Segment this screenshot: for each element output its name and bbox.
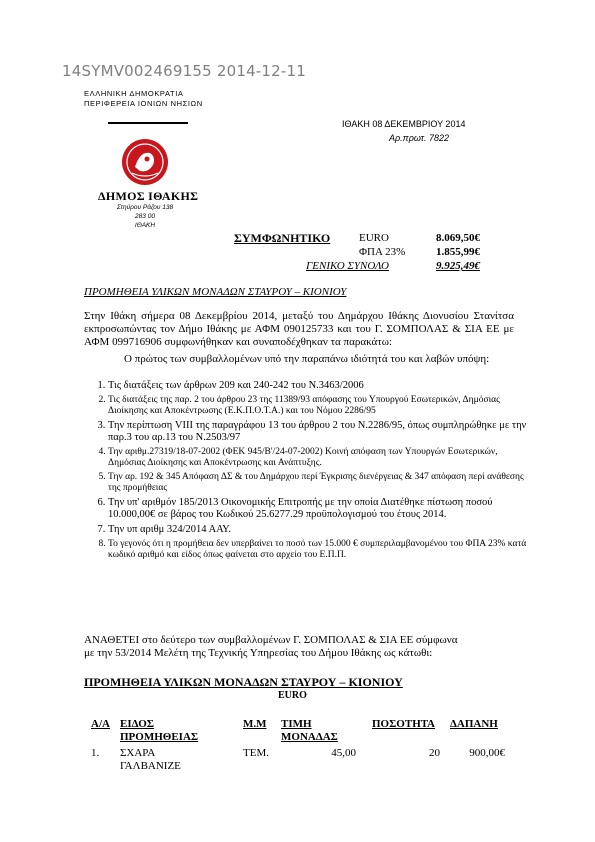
row-qty: 20 (429, 747, 440, 759)
legal-basis-list (88, 380, 528, 564)
municipality-name: ΔΗΜΟΣ ΙΘΑΚΗΣ (98, 189, 199, 203)
col-header-aa: Α/Α (91, 718, 110, 730)
vat-value: 1.855,99€ (436, 246, 480, 258)
vat-label: ΦΠΑ 23% (359, 246, 406, 258)
table-currency: EURO (278, 690, 307, 701)
header-line-1: ΕΛΛΗΝΙΚΗ ΔΗΜΟΚΡΑΤΙΑ (84, 89, 184, 98)
intro-paragraph: Στην Ιθάκη σήμερα 08 Δεκεμβρίου 2014, μεταξύ του Δημάρχου Ιθάκης Διονυσίου Στανίτσα εκπροσωπώντας τον Δήμο Ιθάκης με ΑΦΜ 090125733 και του Γ. ΣΟΜΠΟΛΑΣ & ΣΙΑ ΕΕ με ΑΦΜ 099716906 συμφωνήθηκαν και συναποδέχθηκαν τα παρακάτω: (84, 310, 514, 348)
row-item: ΣΧΑΡΑ ΓΑΛΒΑΝΙΖΕ (120, 747, 181, 772)
diavgeia-id: 14SYMV002469155 2014-12-11 (62, 62, 307, 80)
list-item: 4. Την αριθμ.27319/18-07-2002 (ΦΕΚ 945/Β'/24-07-2002) Κοινή απόφαση των Υπουργών Εσωτερικών, Δημόσιας Διοίκησης και Αποκέντρωσης και Ανάπτυξης. (108, 447, 528, 469)
protocol-number: Αρ.πρωτ. 7822 (389, 133, 450, 143)
euro-label: EURO (359, 232, 389, 244)
doc-type: ΣΥΜΦΩΝΗΤΙΚΟ (234, 231, 331, 245)
total-label: ΓΕΝΙΚΟ ΣΥΝΟΛΟ (306, 260, 389, 272)
award-line-2: με την 53/2014 Μελέτη της Τεχνικής Υπηρεσίας του Δήμου Ιθάκης ως κάτωθι: (84, 647, 433, 659)
municipal-seal-icon (120, 137, 170, 187)
list-item: 6. Την υπ' αριθμόν 185/2013 Οικονομικής Επιτροπής με την οποία Διατέθηκε πίστωση ποσού 10.000,00€ σε βάρος του Κωδικού 25.6277.29 προϋπολογισμού του έτους 2014. (108, 497, 528, 521)
award-line-1: ΑΝΑΘΕΤΕΙ στο δεύτερο των συμβαλλομένων Γ. ΣΟΜΠΟΛΑΣ & ΣΙΑ ΕΕ σύμφωνα (84, 634, 458, 646)
col-header-unit: Μ.Μ (243, 718, 267, 730)
row-cost: 900,00€ (469, 747, 505, 759)
header-line-2: ΠΕΡΙΦΕΡΕΙΑ ΙΟΝΙΩΝ ΝΗΣΙΩΝ (84, 99, 203, 108)
list-item: 3. Την περίπτωση VIII της παραγράφου 13 του άρθρου 2 του Ν.2286/95, όπως συμπληρώθηκε με την παρ.3 του αρ.13 του Ν.2503/97 (108, 420, 528, 444)
list-item: 8. Το γεγονός ότι η προμήθεια δεν υπερβαίνει το ποσό των 15.000 € συμπεριλαμβανομένου του ΦΠΑ 23% κατά κωδικό αριθμό και είδος όπως φαίνεται στο αρχείο του Ε.Π.Π. (108, 539, 528, 561)
first-party-paragraph: Ο πρώτος των συμβαλλομένων υπό την παραπάνω ιδιότητά του και λαβών υπόψη: (124, 353, 490, 365)
col-header-qty: ΠΟΣΟΤΗΤΑ (372, 718, 435, 730)
col-header-cost: ΔΑΠΑΝΗ (450, 718, 498, 730)
list-item: 7. Την υπ αριθμ 324/2014 ΑΑΥ. (108, 524, 528, 536)
subject-line: ΠΡΟΜΗΘΕΙΑ ΥΛΙΚΩΝ ΜΟΝΑΔΩΝ ΣΤΑΥΡΟΥ – ΚΙΟΝΙΟΥ (84, 286, 347, 298)
address-street: Στηύρου Ράζου 138 (116, 204, 174, 211)
euro-value: 8.069,50€ (436, 232, 480, 244)
row-aa: 1. (91, 747, 100, 759)
list-item: 5. Την αρ. 192 & 345 Απόφαση ΔΣ & του Δημάρχου περί Έγκρισης διενέργειας & 347 απόφαση περί ανάθεσης της προμήθειας (108, 472, 528, 494)
header-rule (108, 122, 188, 124)
address-city: ΙΘΑΚΗ (134, 222, 156, 229)
list-item: 2. Τις διατάξεις της παρ. 2 του άρθρου 23 της 11389/93 απόφασης του Υπουργού Εσωτερικών, Δημόσιας Διοίκησης και Αποκέντρωσης (Ε.Κ.Π.Ο.Τ.Α.) και του Νόμου 2286/95 (108, 395, 528, 417)
col-header-price: ΤΙΜΗ ΜΟΝΑΔΑΣ (281, 718, 338, 743)
col-header-item: ΕΙΔΟΣ ΠΡΟΜΗΘΕΙΑΣ (120, 718, 199, 743)
address-postcode: 283 00 (135, 213, 155, 220)
table-title: ΠΡΟΜΗΘΕΙΑ ΥΛΙΚΩΝ ΜΟΝΑΔΩΝ ΣΤΑΥΡΟΥ – ΚΙΟΝΙΟΥ (84, 675, 403, 689)
row-price: 45,00 (331, 747, 356, 759)
list-item: 1. Τις διατάξεις των άρθρων 209 και 240-242 του Ν.3463/2006 (108, 380, 528, 392)
row-unit: ΤΕΜ. (243, 747, 269, 759)
total-value: 9.925,49€ (436, 260, 480, 272)
document-date: ΙΘΑΚΗ 08 ΔΕΚΕΜΒΡΙΟΥ 2014 (342, 119, 466, 129)
